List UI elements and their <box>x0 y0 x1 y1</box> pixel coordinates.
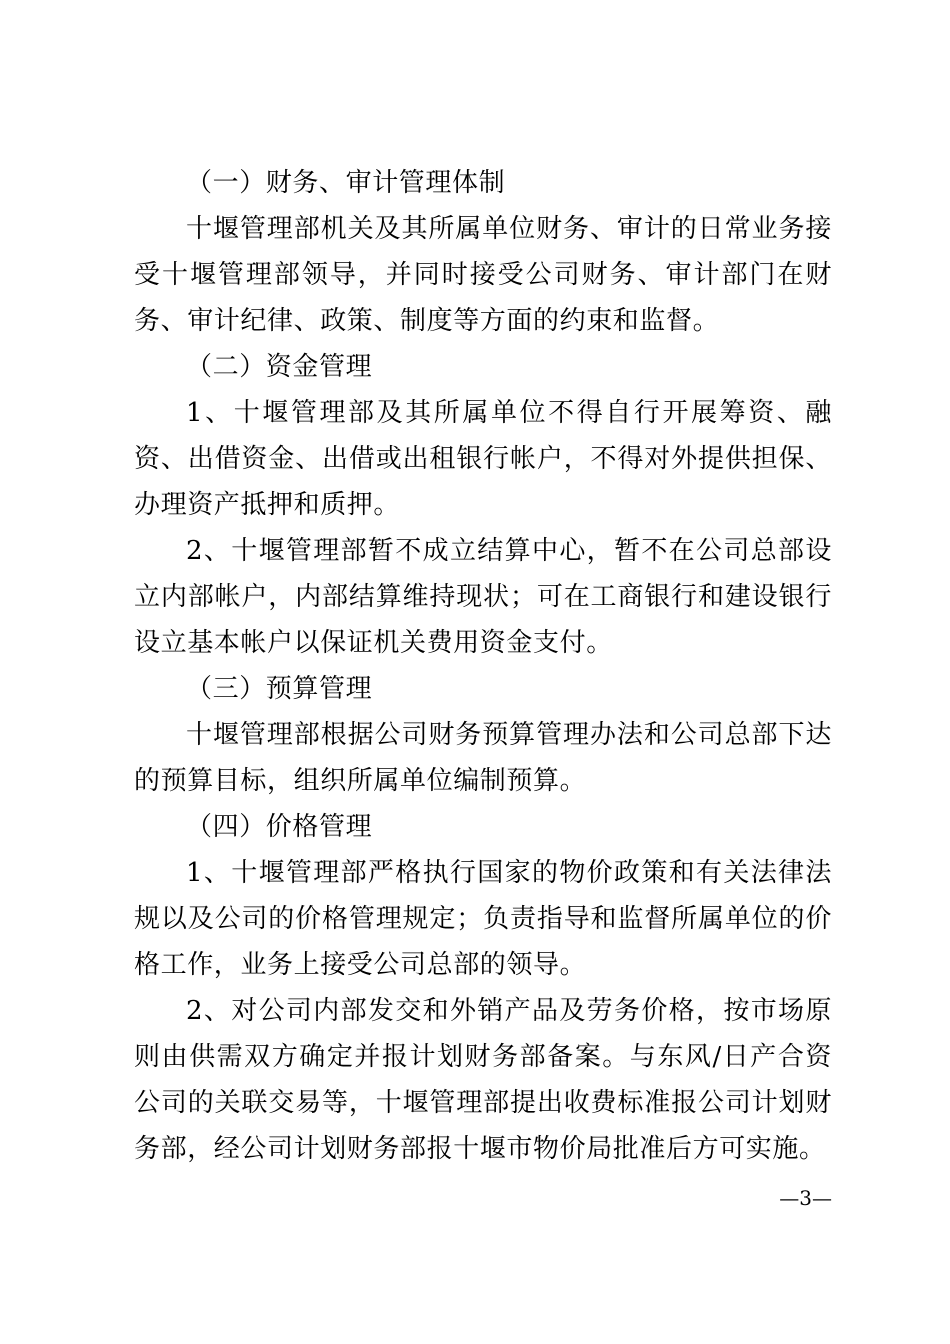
section-heading-budget: （三）预算管理 <box>186 674 373 704</box>
paragraph-finance-audit: 十堰管理部机关及其所属单位财务、审计的日常业务接受十堰管理部领导，并同时接受公司财务、审计部门在财务、审计纪律、政策、制度等方面的约束和监督。 <box>134 214 832 336</box>
section-heading-pricing: （四）价格管理 <box>186 812 373 842</box>
paragraph-pricing-1: 1、十堰管理部严格执行国家的物价政策和有关法律法规以及公司的价格管理规定；负责指导和监督所属单位的价格工作，业务上接受公司总部的领导。 <box>134 858 832 980</box>
section-heading-finance-audit: （一）财务、审计管理体制 <box>186 168 506 198</box>
paragraph-funds-1: 1、十堰管理部及其所属单位不得自行开展筹资、融资、出借资金、出借或出租银行帐户，不得对外提供担保、办理资产抵押和质押。 <box>134 398 832 520</box>
paragraph-budget: 十堰管理部根据公司财务预算管理办法和公司总部下达的预算目标，组织所属单位编制预算。 <box>134 720 832 796</box>
paragraph-funds-2: 2、十堰管理部暂不成立结算中心，暂不在公司总部设立内部帐户，内部结算维持现状；可在工商银行和建设银行设立基本帐户以保证机关费用资金支付。 <box>134 536 832 658</box>
document-body <box>134 160 832 1172</box>
page-number: —3— <box>779 1186 832 1210</box>
paragraph-pricing-2: 2、对公司内部发交和外销产品及劳务价格，按市场原则由供需双方确定并报计划财务部备案。与东风/日产合资公司的关联交易等，十堰管理部提出收费标准报公司计划财务部，经公司计划财务部报十堰市物价局批准后方可实施。 <box>134 996 832 1164</box>
section-heading-funds: （二）资金管理 <box>186 352 373 382</box>
